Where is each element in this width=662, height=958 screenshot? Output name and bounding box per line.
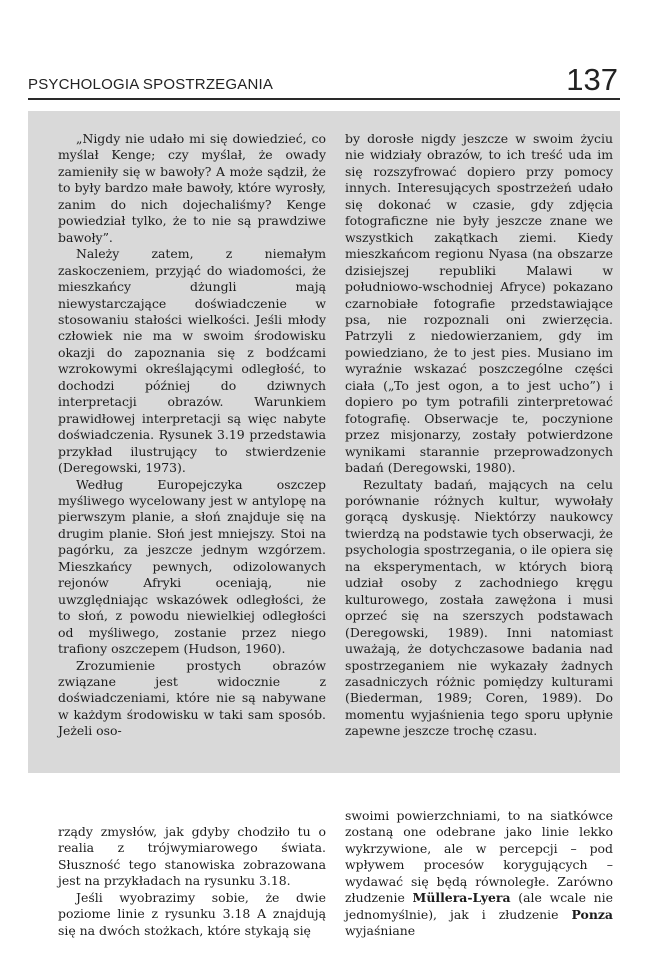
running-title: PSYCHOLOGIA SPOSTRZEGANIA <box>28 76 274 93</box>
body-column-left <box>58 824 326 939</box>
page-header <box>28 58 620 100</box>
page-number: 137 <box>566 62 618 97</box>
paragraph: rządy zmysłów, jak gdyby chodziło tu o realia z trójwymiarowego świata. Słuszność tego stanowiska zobrazowana jest na przykładach na rysunku 3.18. <box>58 824 326 889</box>
text-run: (ale wcale nie jednomyślnie), jak i złudzenie <box>345 890 613 922</box>
term-ponzo: Ponza <box>571 906 613 922</box>
paragraph: Jeśli wyobrazimy sobie, że dwie poziome linie z rysunku 3.18 A znajdują się na dwóch stożkach, które stykają się <box>58 889 326 938</box>
paragraph: „Nigdy nie udało mi się dowiedzieć, co myślał Kenge; czy myślał, że owady zamieniły się w bawoły? A może sądził, że to były bardzo małe bawoły, które wyrosły, zanim do nich dojechaliśmy? Kenge powiedział tylko, że to nie są prawdziwe bawoły”. <box>58 131 326 245</box>
paragraph: Należy zatem, z niemałym zaskoczeniem, przyjąć do wiadomości, że mieszkańcy dżungli mają niewystarczające doświadczenie w stosowaniu stałości wielkości. Jeśli młody człowiek nie ma w swoim środowisku okazji do zapoznania się z bodźcami wzrokowymi określającymi odległość, to dochodzi później do dziwnych interpretacji obrazów. Warunkiem prawidłowej interpretacji są więc nabyte doświadczenia. Rysunek 3.19 przedstawia przykład ilustrujący to stwierdzenie (Deregowski, 1973). <box>58 246 326 476</box>
paragraph: Zrozumienie prostych obrazów związane jest widocznie z doświadczeniami, które nie są nabywane w każdym środowisku w taki sam sposób. Jeżeli oso- <box>58 657 326 739</box>
body-column-right <box>345 808 613 940</box>
paragraph: Według Europejczyka oszczep myśliwego wycelowany jest w antylopę na pierwszym planie, a słoń znajduje się na drugim planie. Słoń jest mniejszy. Stoi na pagórku, za jeszcze jednym wzgórzem. Mieszkańcy pewnych, odizolowanych rejonów Afryki oceniają, nie uwzględniając wskazówek odległości, że to słoń, z powodu niewielkiej odległości od myśliwego, zostanie przez niego trafiony oszczepem (Hudson, 1960). <box>58 476 326 657</box>
paragraph <box>345 808 613 940</box>
paragraph: Rezultaty badań, mających na celu porównanie różnych kultur, wywołały gorącą dyskusję. Niektórzy naukowcy twierdzą na podstawie tych obserwacji, że psychologia spostrzegania, o ile opiera się na eksperymentach, w których biorą udział osoby z zachodniego kręgu kulturowego, została zawężona i musi oprzeć się na szerszych podstawach (Deregowski, 1989). Inni natomiast uważają, że dotychczasowe badania nad spostrzeganiem nie wykazały żadnych zasadniczych różnic pomiędzy kulturami (Biederman, 1989; Coren, 1989). Do momentu wyjaśnienia tego sporu upłynie zapewne jeszcze trochę czasu. <box>345 476 613 739</box>
term-muller-lyer: Müllera-Lyera <box>412 890 511 906</box>
text-run: wyjaśniane <box>345 923 416 939</box>
text-run: swoimi powierzchniami, to na siatkówce zostaną one odebrane jako linie lekko wykrzywione, ale w percepcji – pod wpływem procesów korygujących – wydawać się będą równoległe. Zarówno złudzenie <box>345 808 613 906</box>
paragraph: by dorosłe nigdy jeszcze w swoim życiu nie widziały obrazów, to ich treść uda im się rozszyfrować dopiero przy pomocy innych. Interesujących spostrzeżeń udało się dokonać w czasie, gdy zdjęcia fotograficzne nie były jeszcze znane we wszystkich zakątkach ziemi. Kiedy mieszkańcom regionu Nyasa (na obszarze dzisiejszej republiki Malawi w południowo-wschodniej Afryce) pokazano czarnobiałe fotografie przedstawiające psa, nie rozpoznali oni zwierzęcia. Patrzyli z niedowierzaniem, gdy im powiedziano, że to jest pies. Musiano im wyraźnie wskazać poszczególne części ciała („To jest ogon, a to jest ucho”) i dopiero po tym potrafili zinterpretować fotografię. Obserwacje te, poczynione przez misjonarzy, zostały potwierdzone wynikami starannie przeprowadzonych badań (Deregowski, 1980). <box>345 131 613 476</box>
box-column-right <box>345 131 613 740</box>
box-column-left <box>58 131 326 740</box>
